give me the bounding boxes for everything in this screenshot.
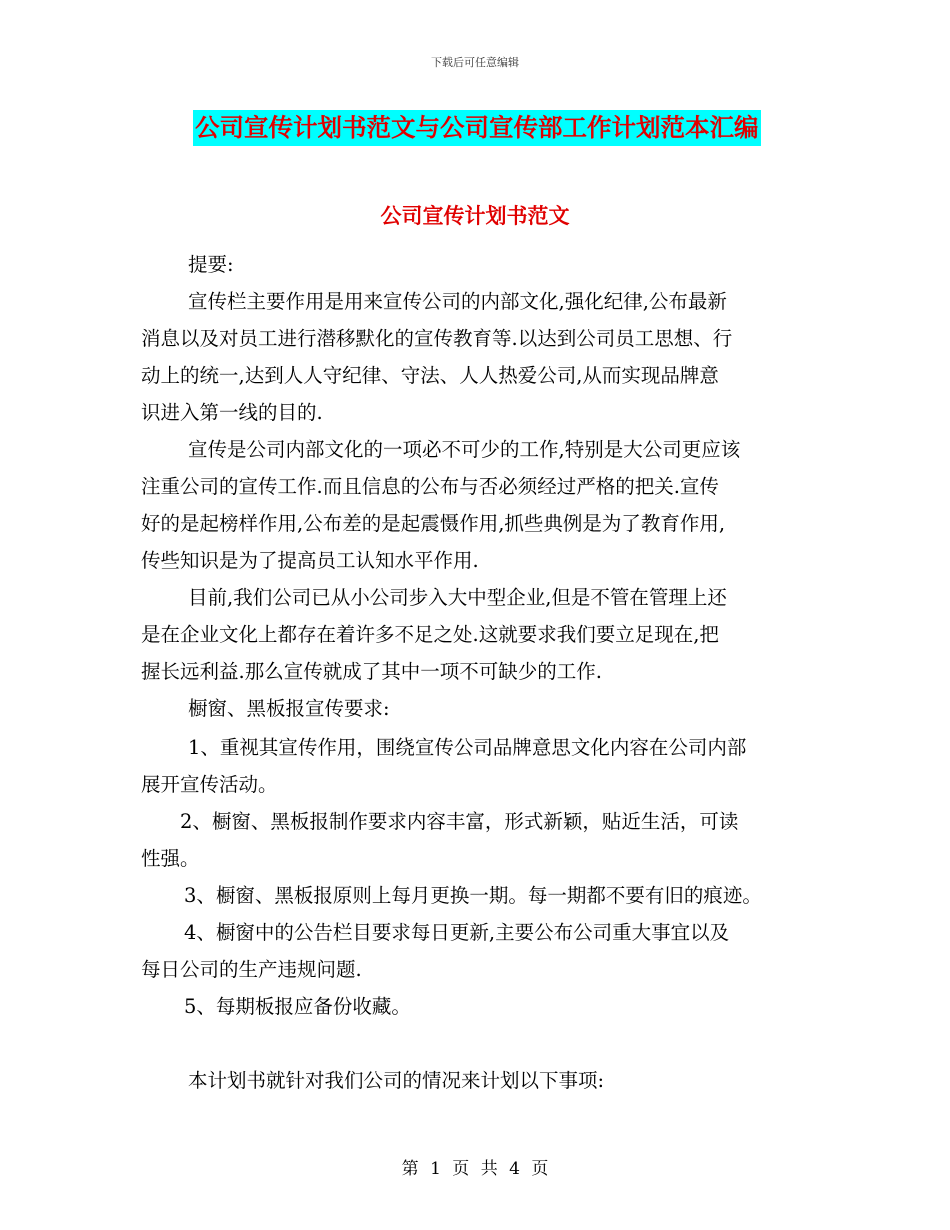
requirement-item-4: 4、橱窗中的公告栏目要求每日更新,主要公布公司重大事宜以及	[184, 921, 730, 944]
summary-label: 提要:	[188, 253, 234, 276]
requirement-item-1: 1、重视其宣传作用，围绕宣传公司品牌意思文化内容在公司内部	[188, 736, 747, 759]
requirements-heading: 橱窗、黑板报宣传要求:	[188, 697, 390, 720]
paragraph-2-line: 好的是起榜样作用,公布差的是起震慑作用,抓些典例是为了教育作用,	[141, 512, 726, 535]
paragraph-3-line: 握长远利益.那么宣传就成了其中一项不可缺少的工作.	[141, 660, 602, 683]
section-title: 公司宣传计划书范文	[380, 204, 570, 228]
document-main-title: 公司宣传计划书范文与公司宣传部工作计划范本汇编	[193, 110, 761, 146]
requirement-item-5: 5、每期板报应备份收藏。	[184, 995, 411, 1018]
page-footer: 第 1 页 共 4 页	[401, 1159, 549, 1179]
paragraph-1-line: 宣传栏主要作用是用来宣传公司的内部文化,强化纪律,公布最新	[188, 290, 727, 313]
paragraph-1-line: 消息以及对员工进行潜移默化的宣传教育等.以达到公司员工思想、行	[141, 327, 733, 350]
requirement-item-4-cont: 每日公司的生产违规问题.	[141, 958, 362, 981]
requirement-item-2: 2、橱窗、黑板报制作要求内容丰富，形式新颖，贴近生活，可读	[180, 810, 739, 833]
paragraph-3-line: 是在企业文化上都存在着许多不足之处.这就要求我们要立足现在,把	[141, 623, 719, 646]
paragraph-1-line: 识进入第一线的目的.	[141, 401, 323, 424]
requirement-item-2-cont: 性强。	[141, 847, 200, 870]
paragraph-2-line: 传些知识是为了提高员工认知水平作用.	[141, 549, 479, 572]
plan-intro: 本计划书就针对我们公司的情况来计划以下事项:	[188, 1069, 605, 1092]
paragraph-2-line: 宣传是公司内部文化的一项必不可少的工作,特别是大公司更应该	[188, 438, 741, 461]
header-note: 下载后可任意编辑	[431, 56, 519, 69]
requirement-item-3: 3、橱窗、黑板报原则上每月更换一期。每一期都不要有旧的痕迹。	[184, 884, 762, 907]
paragraph-3-line: 目前,我们公司已从小公司步入大中型企业,但是不管在管理上还	[188, 586, 727, 609]
requirement-item-1-cont: 展开宣传活动。	[141, 773, 278, 796]
paragraph-2-line: 注重公司的宣传工作.而且信息的公布与否必须经过严格的把关.宣传	[141, 475, 719, 498]
paragraph-1-line: 动上的统一,达到人人守纪律、守法、人人热爱公司,从而实现品牌意	[141, 364, 719, 387]
